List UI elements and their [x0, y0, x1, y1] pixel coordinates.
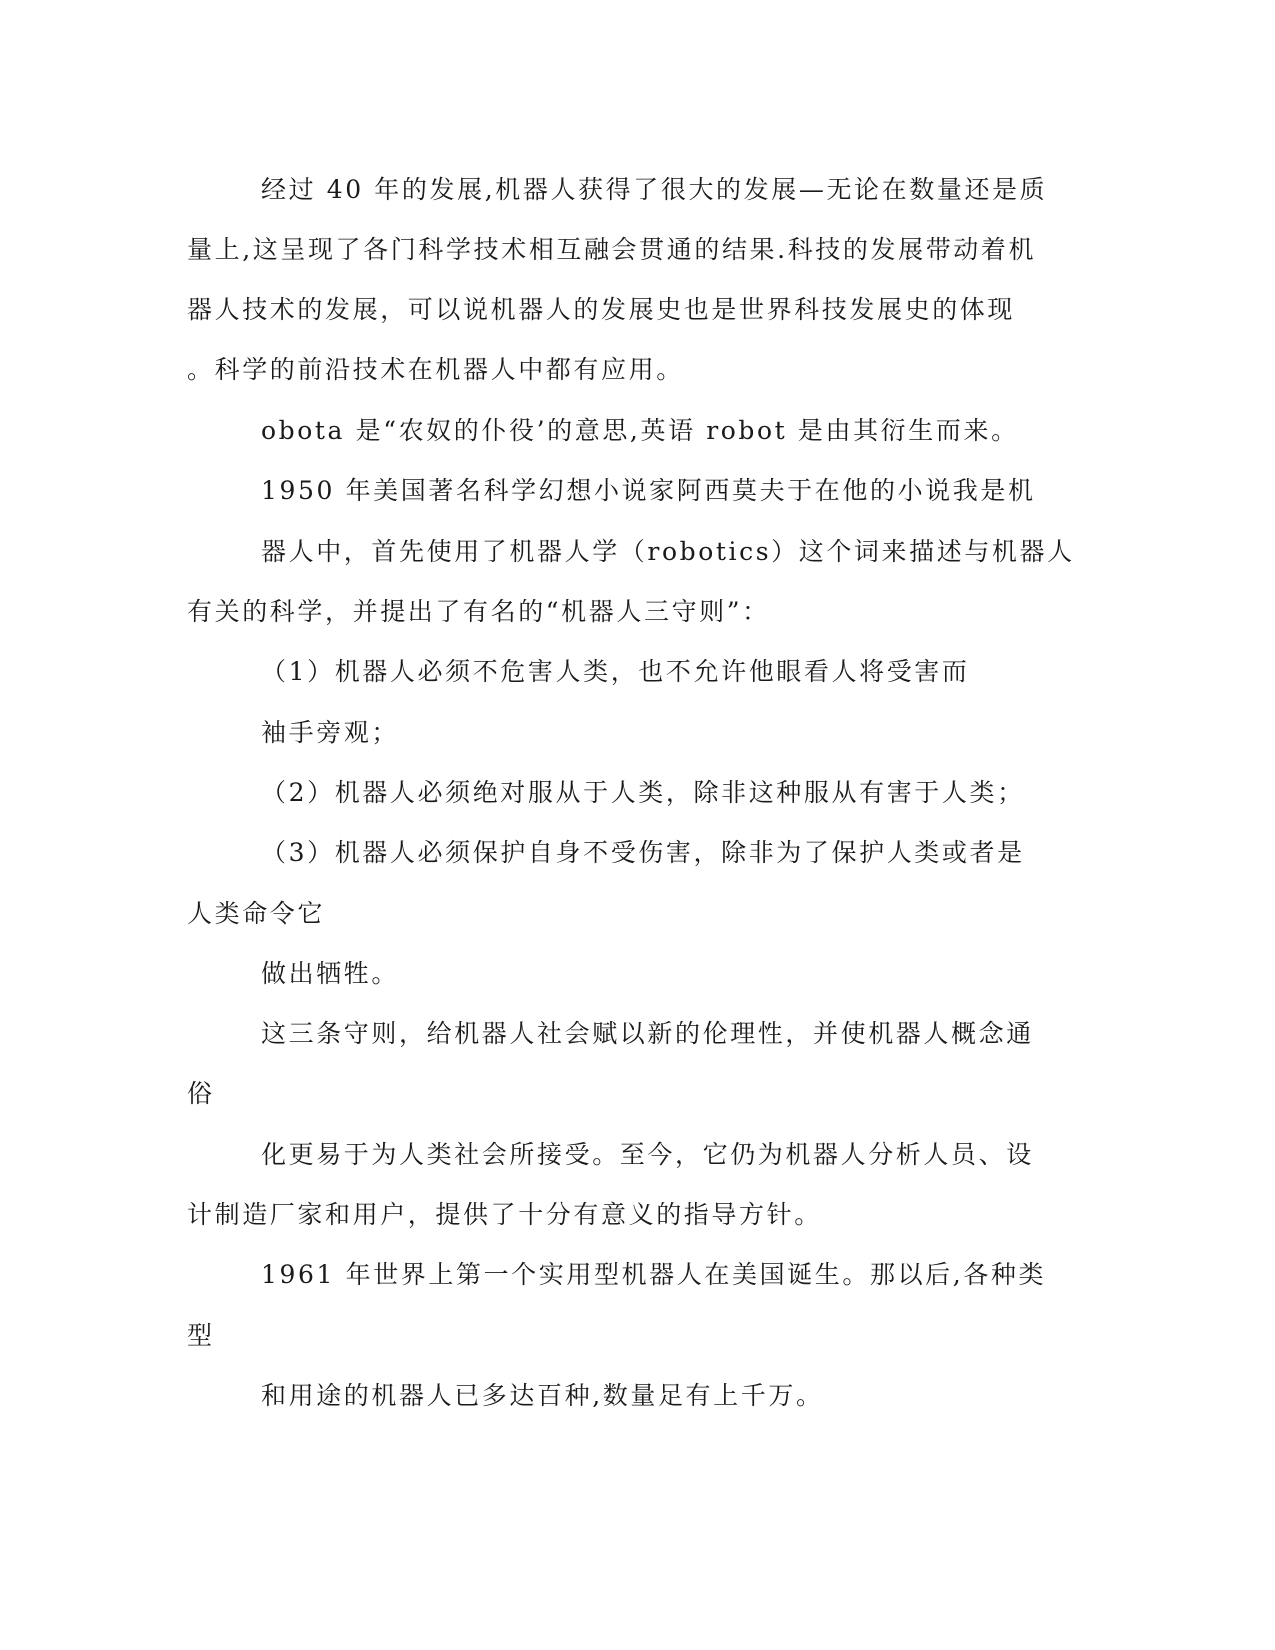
text-line: 有关的科学，并提出了有名的“机器人三守则”： [187, 597, 770, 626]
text-line: 。科学的前沿技术在机器人中都有应用。 [187, 355, 684, 384]
text-line: 计制造厂家和用户，提供了十分有意义的指导方针。 [187, 1200, 822, 1229]
text-line: 型 [187, 1321, 215, 1350]
text-line: 器人中，首先使用了机器人学（robotics）这个词来描述与机器人 [261, 537, 1075, 566]
text-line: 1950 年美国著名科学幻想小说家阿西莫夫于在他的小说我是机 [261, 476, 1036, 505]
text-line: 量上,这呈现了各门科学技术相互融会贯通的结果.科技的发展带动着机 [187, 235, 1037, 264]
text-line: 这三条守则，给机器人社会赋以新的伦理性，并使机器人概念通 [261, 1019, 1034, 1048]
text-line: obota 是“农奴的仆役’的意思,英语 robot 是由其衍生而来。 [261, 416, 1019, 445]
text-line: 器人技术的发展，可以说机器人的发展史也是世界科技发展史的体现 [187, 295, 1016, 324]
text-line: 1961 年世界上第一个实用型机器人在美国诞生。那以后,各种类 [261, 1260, 1047, 1289]
law-3-line: （3）机器人必须保护自身不受伤害，除非为了保护人类或者是 [261, 838, 1025, 867]
text-line: 化更易于为人类社会所接受。至今，它仍为机器人分析人员、设 [261, 1140, 1034, 1169]
text-line: 经过 40 年的发展,机器人获得了很大的发展—无论在数量还是质 [261, 175, 1048, 204]
text-line: 人类命令它 [187, 899, 326, 928]
text-line: 俗 [187, 1079, 215, 1108]
law-2-line: （2）机器人必须绝对服从于人类，除非这种服从有害于人类； [261, 778, 1025, 807]
text-line: 做出牺牲。 [261, 959, 400, 988]
law-1-line: （1）机器人必须不危害人类，也不允许他眼看人将受害而 [261, 657, 970, 686]
text-line: 和用途的机器人已多达百种,数量足有上千万。 [261, 1381, 824, 1410]
text-line: 袖手旁观； [261, 718, 400, 747]
